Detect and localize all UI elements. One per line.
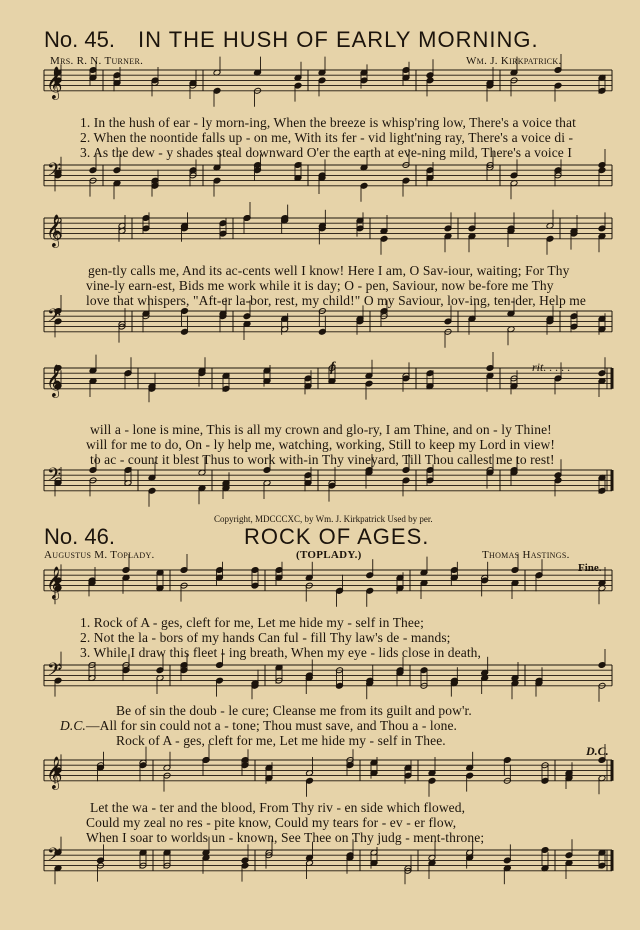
dc-marking: D.C. — [586, 744, 609, 758]
lyric-line: 2. Not the la - bors of my hands Can ful - fill Thy law's de - mands; — [80, 630, 451, 645]
copyright-notice: Copyright, MDCCCXC, by Wm. J. Kirkpatrick Used by per. — [214, 514, 433, 524]
dynamic-ritardando: rit. . . . . — [532, 360, 571, 374]
lyric-line: love that whispers, "Aft-er la-bor, rest, my child!" O my Saviour, lov-ing, ten-der, Help me — [86, 293, 586, 308]
lyric-line: will for me to do, On - ly help me, watching, working, Still to keep my Lord in view! — [86, 437, 555, 452]
lyricist: Augustus M. Toplady. — [44, 549, 155, 561]
lyric-line: 2. When the noontide falls up - on me, With its fer - vid light'ning ray, There's a voice di - — [80, 130, 574, 145]
dynamic-forte: f — [330, 360, 335, 375]
treble-clef-icon: 𝄞 — [46, 66, 63, 99]
lyric-line: Could my zeal no res - pite know, Could my tears for - ev - er flow, — [86, 815, 457, 830]
lyric-line: will a - lone is mine, This is all my crown and glo-ry, I am Thine, and on - ly Thine! — [90, 422, 552, 437]
tune-name: (TOPLADY.) — [296, 549, 362, 561]
lyric-line: 1. In the hush of ear - ly morn-ing, When the breeze is whisp'ring low, There's a voice that — [80, 115, 576, 130]
lyric-line: to ac - count it blest Thus to work with-in Thy vineyard, Till Thou callest me to rest! — [90, 452, 555, 467]
lyric-line: 3. As the dew - y shades steal downward O'er the earth at eve-ning mild, There's a voice I — [80, 145, 572, 160]
lyric-line: gen-tly calls me, And its ac-cents well I know! Here I am, O Sav-iour, waiting; For Thy — [88, 263, 570, 278]
bass-clef-icon: 𝄢 — [47, 306, 62, 331]
bass-clef-icon: 𝄢 — [47, 845, 62, 870]
lyric-line: Be of sin the doub - le cure; Cleanse me from its guilt and pow'r. — [116, 703, 472, 718]
hymn-number: No. 45. — [44, 27, 115, 52]
treble-clef-icon: 𝄞 — [46, 756, 63, 789]
lyric-line: Let the wa - ter and the blood, From Thy riv - en side which flowed, — [90, 800, 466, 815]
hymn-number: No. 46. — [44, 524, 115, 549]
lyricist: Mrs. R. N. Turner. — [50, 55, 144, 67]
hymn-title: IN THE HUSH OF EARLY MORNING. — [138, 27, 539, 52]
lyric-line: vine-ly earn-est, Bids me work while it is day; O - pen, Saviour, now be-fore me Thy — [86, 278, 554, 293]
bass-clef-icon: 𝄢 — [47, 660, 62, 685]
lyric-line: —All for sin could not a - tone; Thou must save, and Thou a - lone. — [86, 718, 458, 733]
lyric-line: 1. Rock of A - ges, cleft for me, Let me hide my - self in Thee; — [80, 615, 424, 630]
lyric-line: 3. While I draw this fleet - ing breath, When my eye - lids close in death, — [80, 645, 482, 660]
treble-clef-icon: 𝄞 — [46, 214, 63, 247]
bass-clef-icon: 𝄢 — [47, 160, 62, 185]
treble-clef-icon: 𝄞 — [46, 566, 63, 599]
hymn-title: ROCK OF AGES. — [244, 524, 430, 549]
composer: Wm. J. Kirkpatrick. — [466, 55, 562, 67]
composer: Thomas Hastings. — [482, 549, 570, 561]
lyric-line: When I soar to worlds un - known, See Thee on Thy judg - ment-throne; — [86, 830, 485, 845]
lyric-line: Rock of A - ges, cleft for me, Let me hide my - self in Thee. — [116, 733, 446, 748]
treble-clef-icon: 𝄞 — [46, 364, 63, 397]
dc-label: D.C. — [60, 718, 86, 733]
bass-clef-icon: 𝄢 — [47, 465, 62, 490]
fine-marking: Fine. — [578, 562, 602, 574]
